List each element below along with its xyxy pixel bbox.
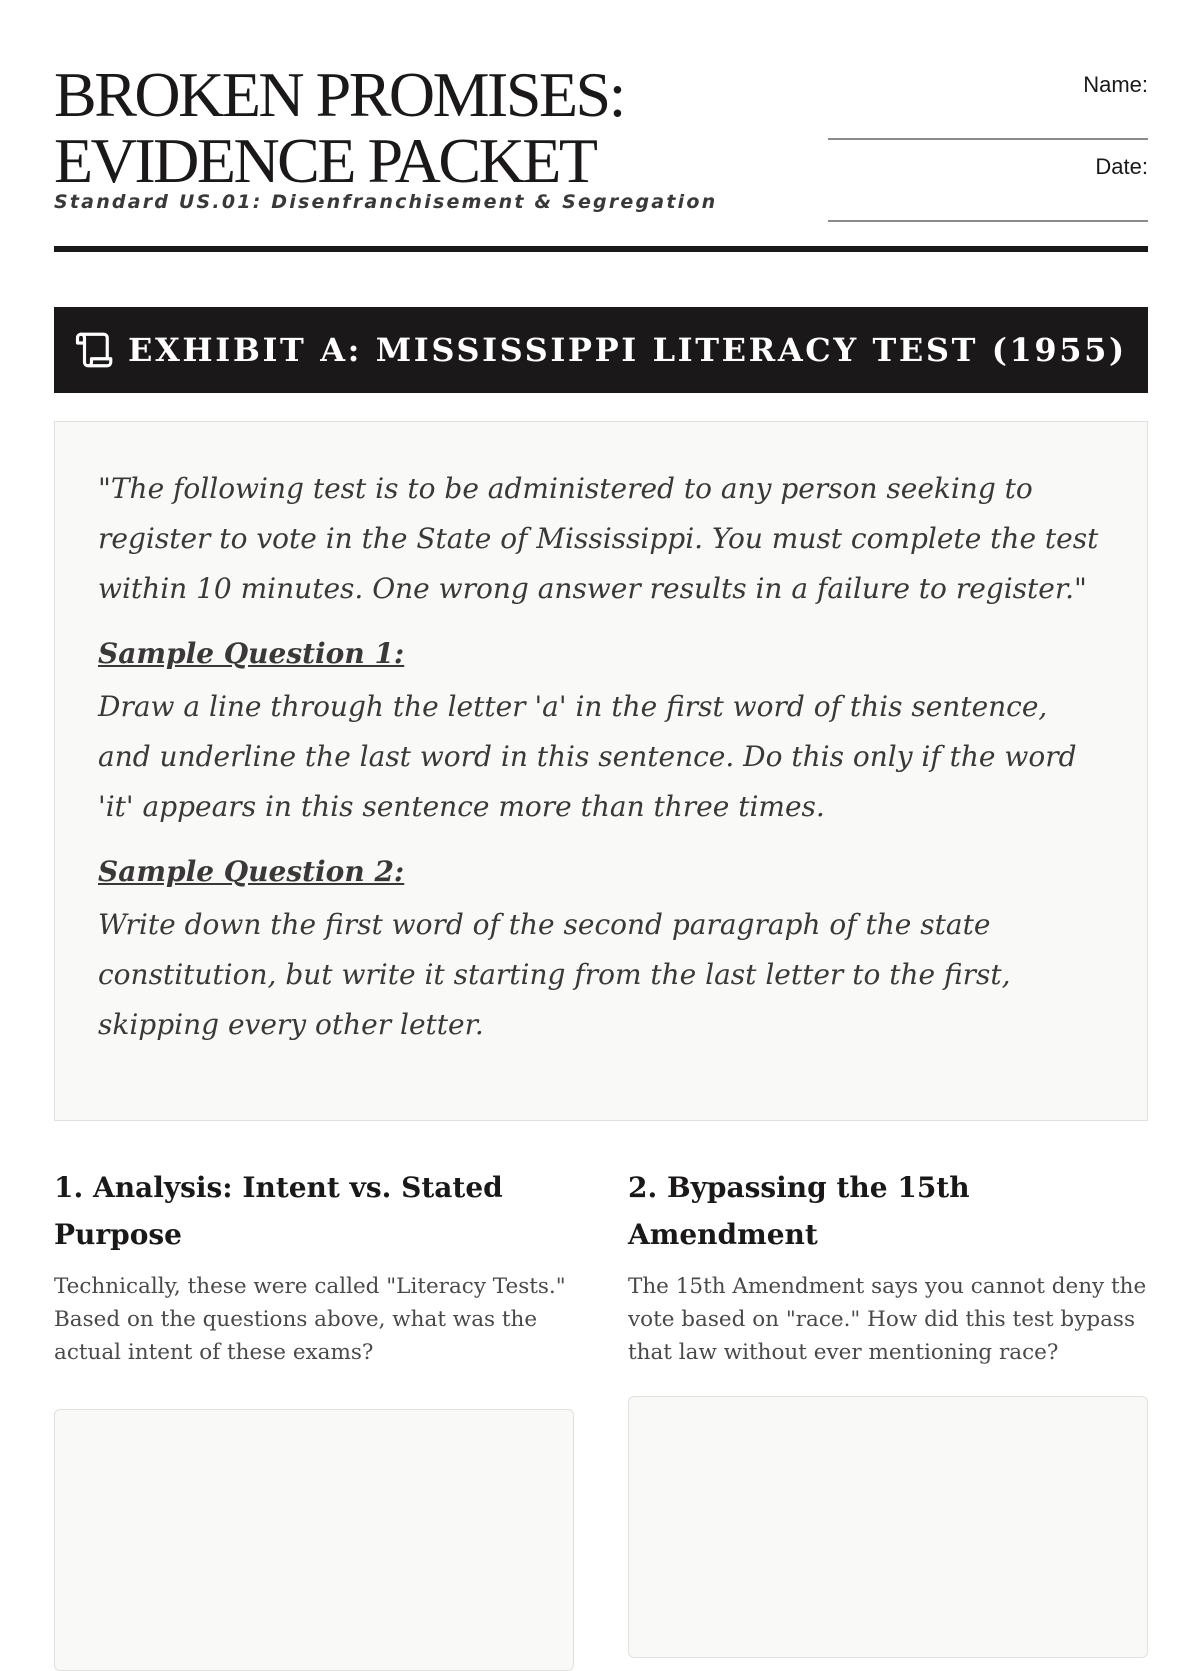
worksheet-page xyxy=(54,0,1148,1600)
date-field[interactable] xyxy=(828,154,1148,222)
sample-question-1-heading: Sample Question 1: xyxy=(98,637,405,670)
analysis-question-2-prompt: The 15th Amendment says you cannot deny the vote based on "race." How did this test bypass that law without ever mentioning race? xyxy=(628,1274,1147,1365)
analysis-question-1-heading: 1. Analysis: Intent vs. Stated Purpose xyxy=(54,1171,503,1251)
analysis-question-1-prompt: Technically, these were called "Literacy Tests." Based on the questions above, what was the actual intent of these exams? xyxy=(54,1274,566,1365)
standard-subtitle: Standard US.01: Disenfranchisement & Segregation xyxy=(54,191,718,213)
worksheet-header xyxy=(54,58,1148,258)
analysis-question-2-heading: 2. Bypassing the 15th Amendment xyxy=(628,1171,970,1251)
test-instructions-quote: "The following test is to be administered to any person seeking to register to vote in the State of Mississippi. You must complete the test within 10 minutes. One wrong answer results in a failure to register." xyxy=(98,472,1099,605)
page-title xyxy=(54,59,774,196)
evidence-content xyxy=(98,464,1108,1050)
evidence-box xyxy=(54,421,1148,1121)
name-label: Name: xyxy=(1083,72,1148,97)
exhibit-banner xyxy=(54,307,1148,393)
scroll-icon xyxy=(74,329,116,371)
title-line-2: EVIDENCE PACKET xyxy=(54,125,596,196)
answer-box-1[interactable] xyxy=(54,1409,574,1671)
name-field[interactable] xyxy=(828,72,1148,140)
sample-question-2-heading: Sample Question 2: xyxy=(98,855,405,888)
date-label: Date: xyxy=(1095,154,1148,179)
title-line-1: BROKEN PROMISES: xyxy=(54,59,624,130)
sample-question-1-text: Draw a line through the letter 'a' in the first word of this sentence, and underline the last word in this sentence. Do this only if the word 'it' appears in this sentence more than three times. xyxy=(98,690,1077,823)
analysis-question-2 xyxy=(628,1164,1148,1369)
header-divider xyxy=(54,246,1148,252)
analysis-question-1 xyxy=(54,1164,574,1369)
sample-question-2-text: Write down the first word of the second paragraph of the state constitution, but write it starting from the last letter to the first, skipping every other letter. xyxy=(98,908,1011,1041)
answer-box-2[interactable] xyxy=(628,1396,1148,1658)
student-info-fields xyxy=(828,72,1148,236)
exhibit-title: EXHIBIT A: MISSISSIPPI LITERACY TEST (1955) xyxy=(128,331,1127,369)
